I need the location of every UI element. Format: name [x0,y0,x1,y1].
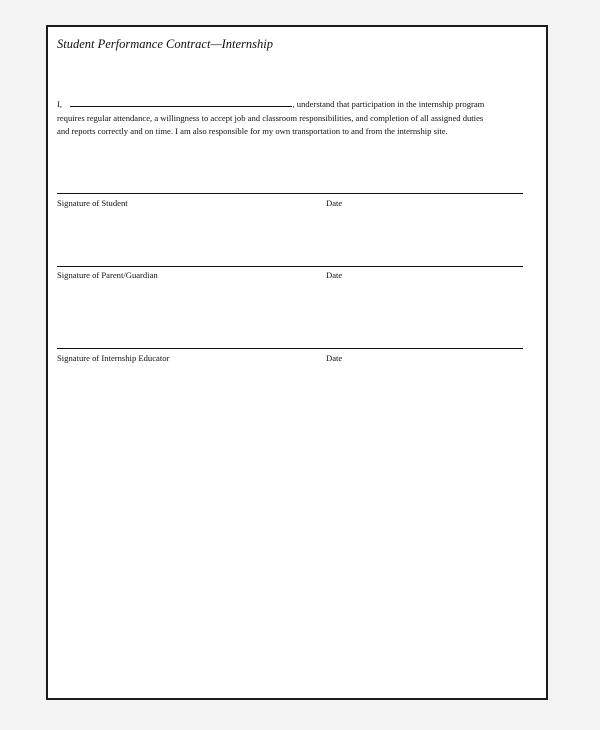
document-title: Student Performance Contract—Internship [57,37,273,51]
student-signature-label: Signature of Student [57,198,128,208]
parent-date-label: Date [326,270,343,280]
intro-paragraph [57,98,541,139]
parent-signature-label: Signature of Parent/Guardian [57,270,158,280]
intro-after-blank: , understand that participation in the internship program [292,99,485,109]
intro-prefix: I, [57,99,63,109]
educator-signature-label: Signature of Internship Educator [57,353,170,363]
educator-signature-line[interactable] [57,348,523,349]
educator-date-label: Date [326,353,343,363]
intro-line-3: and reports correctly and on time. I am also responsible for my own transportation to and from the internship site. [57,126,448,136]
student-signature-line[interactable] [57,193,523,194]
contract-sheet [46,25,548,700]
student-date-label: Date [326,198,343,208]
intro-line-1 [57,98,541,112]
student-name-blank[interactable] [70,98,292,107]
parent-signature-line[interactable] [57,266,523,267]
intro-line-2: requires regular attendance, a willingness to accept job and classroom responsibilities, and completion of all assigned duties [57,112,484,123]
